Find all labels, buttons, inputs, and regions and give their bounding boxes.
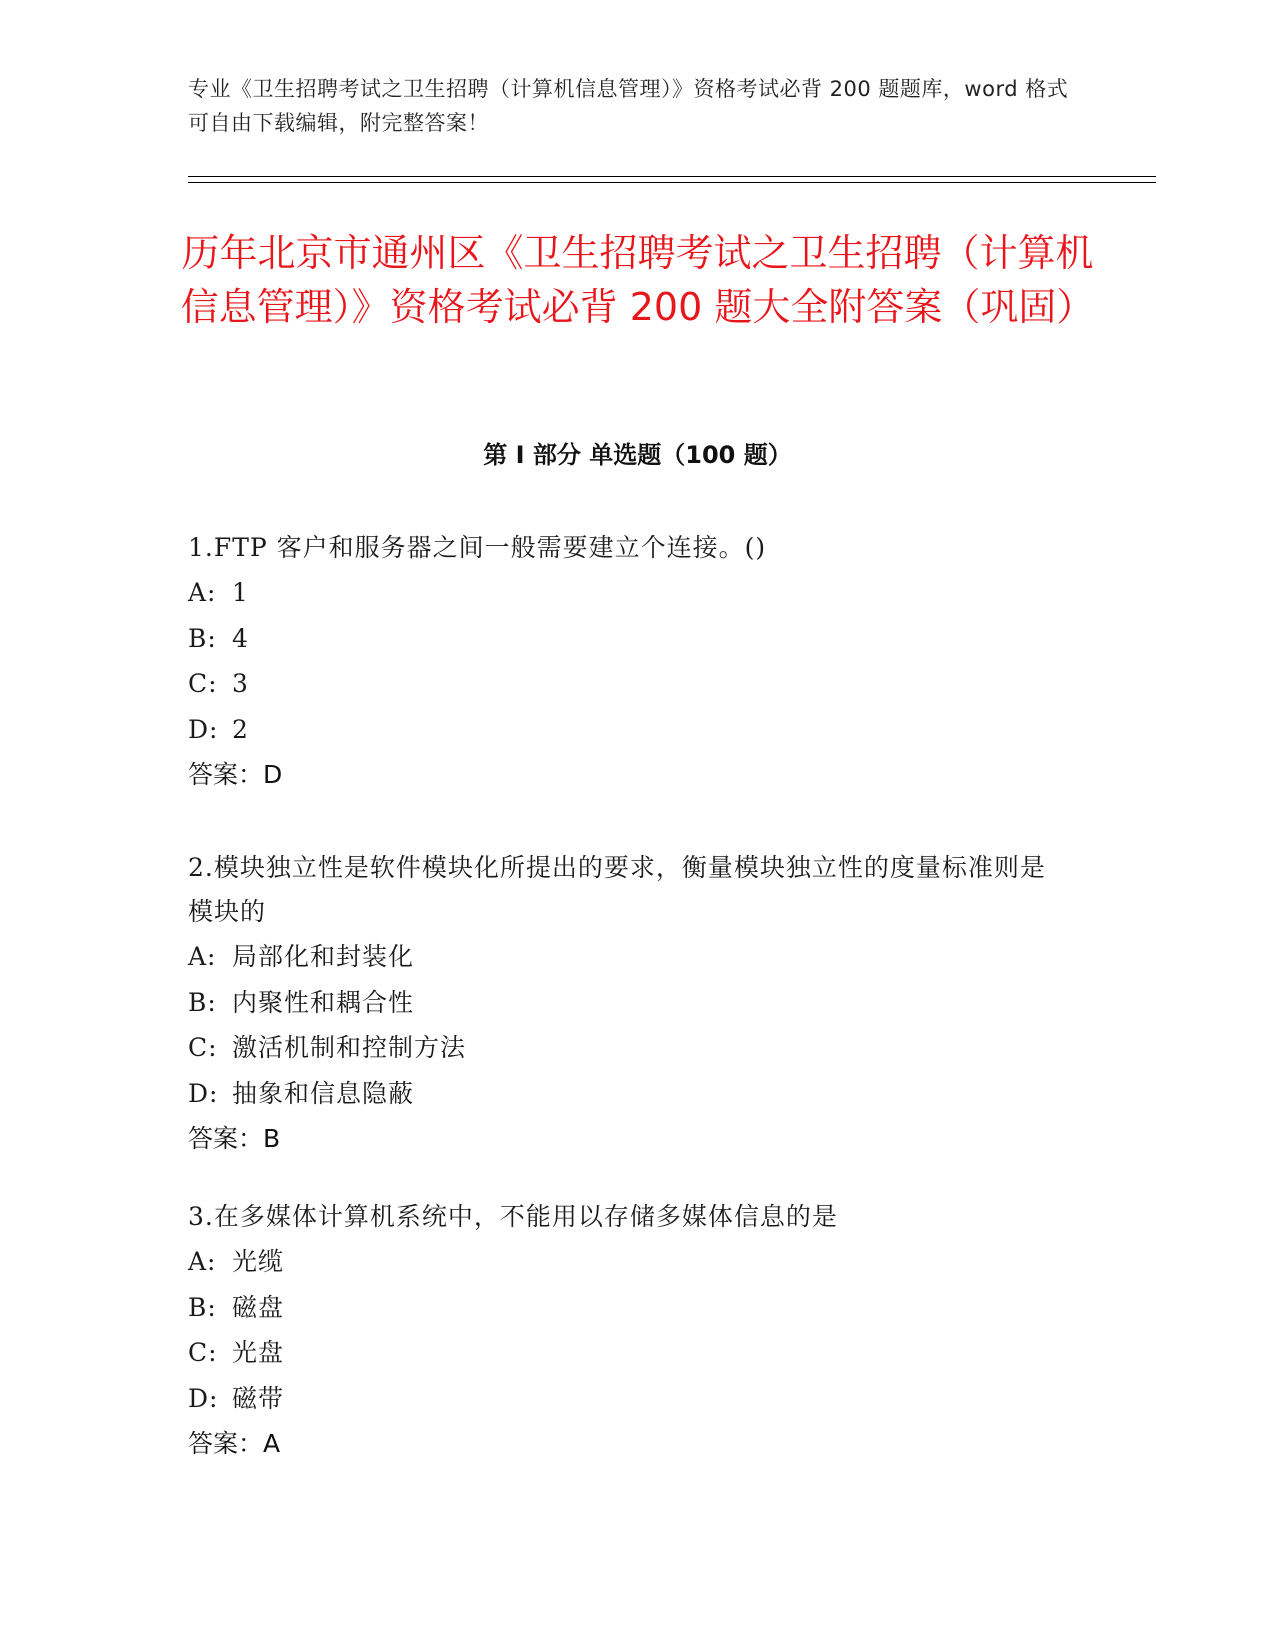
option-letter: D: (188, 1078, 219, 1108)
option-text: 4 (232, 623, 249, 653)
answer-line: 答案：B (188, 1124, 281, 1153)
question-2 (188, 846, 1068, 1162)
option-text: 磁盘 (232, 1292, 285, 1322)
section-heading: 第 I 部分 单选题（100 题） (483, 441, 792, 469)
option-text: 2 (232, 714, 249, 744)
option-text: 激活机制和控制方法 (232, 1033, 467, 1062)
option-d (188, 707, 1068, 753)
option-letter: B: (188, 1292, 217, 1322)
option-text: 光盘 (232, 1338, 285, 1367)
option-letter: B: (188, 987, 217, 1017)
option-c (188, 1025, 1068, 1071)
option-text: 光缆 (232, 1247, 285, 1276)
question-stem: 2.模块独立性是软件模块化所提出的要求，衡量模块独立性的度量标准则是模块的 (188, 853, 1046, 926)
option-text: 抽象和信息隐蔽 (232, 1078, 415, 1108)
header-note: 专业《卫生招聘考试之卫生招聘（计算机信息管理）》资格考试必背 200 题题库，word 格式可自由下载编辑，附完整答案！ (188, 77, 1069, 135)
option-a (188, 1239, 1068, 1285)
option-text: 磁带 (232, 1383, 285, 1413)
option-letter: D: (188, 714, 219, 744)
option-c (188, 1330, 1068, 1376)
option-text: 1 (232, 578, 249, 607)
option-letter: C: (188, 1033, 218, 1062)
question-1 (188, 526, 1068, 798)
option-letter: D: (188, 1383, 219, 1413)
option-b (188, 980, 1068, 1026)
option-letter: C: (188, 669, 218, 698)
option-letter: A: (188, 942, 217, 971)
option-letter: A: (188, 578, 217, 607)
answer-line: 答案：D (188, 760, 283, 789)
question-stem: 1.FTP 客户和服务器之间一般需要建立个连接。() (188, 533, 767, 562)
option-c (188, 661, 1068, 707)
option-text: 3 (232, 669, 249, 698)
header-divider-top (188, 176, 1156, 177)
answer-line: 答案：A (188, 1429, 281, 1458)
header-divider-bottom (188, 182, 1156, 183)
option-letter: C: (188, 1338, 218, 1367)
option-d (188, 1071, 1068, 1117)
option-a (188, 934, 1068, 980)
option-a (188, 570, 1068, 616)
question-stem: 3.在多媒体计算机系统中，不能用以存储多媒体信息的是 (188, 1202, 838, 1231)
document-title: 历年北京市通州区《卫生招聘考试之卫生招聘（计算机信息管理）》资格考试必背 200 题大全附答案（巩固） (180, 231, 1095, 329)
option-letter: B: (188, 623, 217, 653)
question-3 (188, 1195, 1068, 1467)
option-b (188, 1285, 1068, 1331)
option-b (188, 616, 1068, 662)
option-d (188, 1376, 1068, 1422)
option-text: 局部化和封装化 (232, 942, 415, 971)
option-text: 内聚性和耦合性 (232, 987, 415, 1017)
option-letter: A: (188, 1247, 217, 1276)
